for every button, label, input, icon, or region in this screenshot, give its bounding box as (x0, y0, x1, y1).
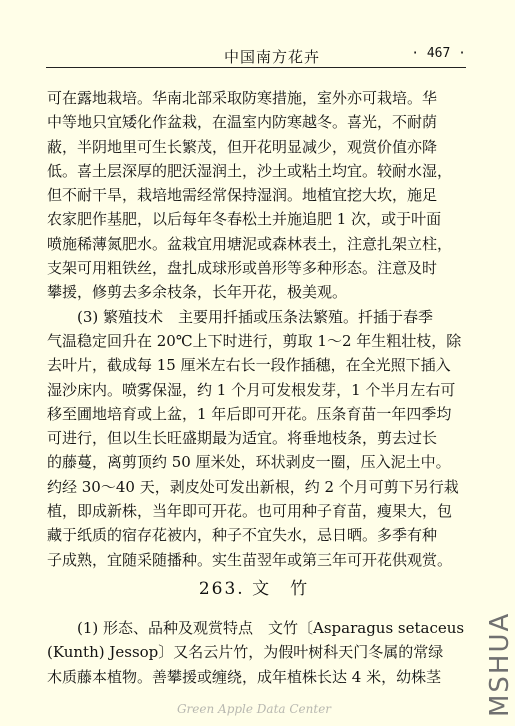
book-title: 中国南方花卉 (224, 48, 321, 66)
text-line: (Kunth) Jessop〕又名云片竹，为假叶树科天门冬属的常绿 (47, 643, 444, 662)
text-line: 蔽，半阴地里可生长繁茂，但开花明显减少，观赏价值亦降 (47, 137, 438, 156)
text-line: 木质藤本植物。善攀援或缠绕，成年植株长达 4 米，幼株茎 (47, 667, 442, 686)
text-line: 但不耐干旱，栽培地需经常保持湿润。地植宜挖大坎，施足 (47, 186, 438, 205)
text-line: 气温稳定回升在 20℃上下时进行，剪取 1～2 年生粗壮枝，除 (47, 331, 462, 350)
side-watermark: MSHUA (485, 611, 515, 717)
text-line: 藏于纸质的宿存花被内，种子不宜失水，忌日晒。多季有种 (47, 526, 438, 545)
section-body (47, 616, 467, 689)
text-line: 攀援，修剪去多余枝条，长年开花，极美观。 (47, 283, 348, 302)
text-line: 的藤蔓，离剪顶约 50 厘米处，环状剥皮一圈，压入泥土中。 (47, 453, 451, 472)
header-rule (46, 67, 466, 68)
running-header (46, 42, 466, 70)
page-number: · 467 · (411, 46, 466, 61)
text-line: 湿沙床内。喷雾保湿，约 1 个月可发根发芽，1 个半月左右可 (47, 380, 456, 399)
text-line: 植，即成新株，当年即可开花。也可用种子育苗，瘦果大，包 (47, 502, 453, 521)
text-line: 低。喜土层深厚的肥沃湿润土，沙土或粘土均宜。较耐水湿， (47, 161, 453, 180)
text-line: 子成熟，宜随采随播种。实生苗翌年或第三年可开花供观赏。 (47, 550, 453, 569)
text-line: (3) 繁殖技术 主要用扦插或压条法繁殖。扦插于春季 (77, 307, 434, 326)
text-line: 去叶片，截成每 15 厘米左右长一段作插穗，在全光照下插入 (47, 356, 451, 375)
bottom-watermark: Green Apple Data Center (176, 702, 332, 716)
text-line: 约经 30～40 天，剥皮处可发出新根，约 2 个月可剪下另行栽 (47, 477, 459, 496)
text-line: 移至圃地培育或上盆，1 年后即可开花。压条育苗一年四季均 (47, 404, 452, 423)
text-line: 喷施稀薄氮肥水。盆栽宜用塘泥或森林表土，注意扎架立柱， (47, 234, 453, 253)
text-line: 可在露地栽培。华南北部采取防寒措施，室外亦可栽培。华 (47, 89, 438, 107)
section-heading: 263. 文 竹 (198, 579, 310, 599)
text-line: 中等地只宜矮化作盆栽，在温室内防寒越冬。喜光，不耐荫 (47, 113, 438, 132)
text-line: 支架可用粗铁丝，盘扎成球形或兽形等多种形态。注意及时 (47, 259, 438, 278)
body-text (47, 86, 467, 572)
text-line: 可进行，但以生长旺盛期最为适宜。将垂地枝条，剪去过长 (47, 429, 438, 448)
text-line: 农家肥作基肥，以后每年冬春松土并施追肥 1 次，或于叶面 (47, 210, 442, 229)
text-line: (1) 形态、品种及观赏特点 文竹〔Asparagus setaceus (77, 619, 465, 637)
